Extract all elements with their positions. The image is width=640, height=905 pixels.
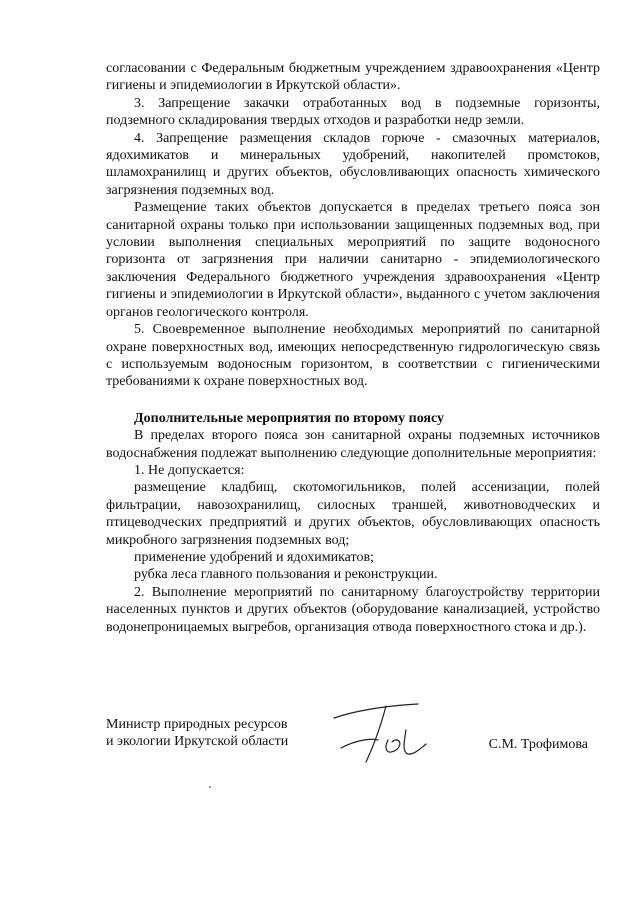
- paragraph-list-item: рубка леса главного пользования и реконструкции.: [134, 567, 438, 583]
- paragraph-not-allowed: 1. Не допускается:: [134, 462, 245, 478]
- paragraph-item-5: 5. Своевременное выполнение необходимых мероприятий по санитарной охране поверхностных вод, имеющих непосредственную гидрологическую связь с используемым водоносным горизонтом, в соответствии с гигиеническими требованиями к охране поверхностных вод.: [106, 322, 600, 390]
- paragraph-list-item: размещение кладбищ, скотомогильников, полей ассенизации, полей фильтрации, навозохранилищ, силосных траншей, животноводческих и птицеводческих предприятий и других объектов, обусловливающих опасность микробного загрязнения подземных вод;: [106, 480, 600, 548]
- paragraph-item-4: 4. Запрещение размещения складов горюче - смазочных материалов, ядохимикатов и минеральных удобрений, накопителей промстоков, шламохранилищ и других объектов, обусловливающих опасность химического загрязнения подземных вод.: [106, 130, 600, 198]
- paragraph-placement-conditions: Размещение таких объектов допускается в пределах третьего пояса зон санитарной охраны только при использовании защищенных подземных вод, при условии выполнения специальных мероприятий по защите водоносного горизонта от загрязнения при наличии санитарно - эпидемиологического заключения Федерального бюджетного учреждения здравоохранения «Центр гигиены и эпидемиологии в Иркутской области», выданного с учетом заключения органов геологического контроля.: [106, 200, 600, 320]
- paragraph-item-3: 3. Запрещение закачки отработанных вод в подземные горизонты, подземного складирования твердых отходов и разработки недр земли.: [106, 95, 600, 129]
- paragraph-list-item: применение удобрений и ядохимикатов;: [134, 549, 374, 565]
- section-spacer: [106, 391, 600, 410]
- signatory-name: С.М. Трофимова: [488, 737, 588, 752]
- paragraph-continuation: согласовании с Федеральным бюджетным учреждением здравоохранения «Центр гигиены и эпидемиологии в Иркутской области».: [106, 61, 600, 94]
- paragraph-intro: В пределах второго пояса зон санитарной охраны подземных источников водоснабжения подлежат выполнению следующие дополнительные мероприятия:: [106, 428, 600, 461]
- signature-block: [106, 716, 600, 776]
- scan-speck: [209, 786, 211, 788]
- document-body: [106, 60, 600, 636]
- handwritten-signature: [326, 700, 436, 770]
- signatory-title: [106, 716, 288, 751]
- paragraph-item-2: 2. Выполнение мероприятий по санитарному благоустройству территории населенных пунктов и других объектов (оборудование канализацией, устройство водонепроницаемых выгребов, организация отвода поверхностного стока и др.).: [106, 584, 600, 635]
- signatory-title-line1: Министр природных ресурсов: [106, 717, 288, 732]
- section-heading: Дополнительные мероприятия по второму поясу: [134, 410, 445, 426]
- signatory-title-line2: и экологии Иркутской области: [106, 734, 289, 750]
